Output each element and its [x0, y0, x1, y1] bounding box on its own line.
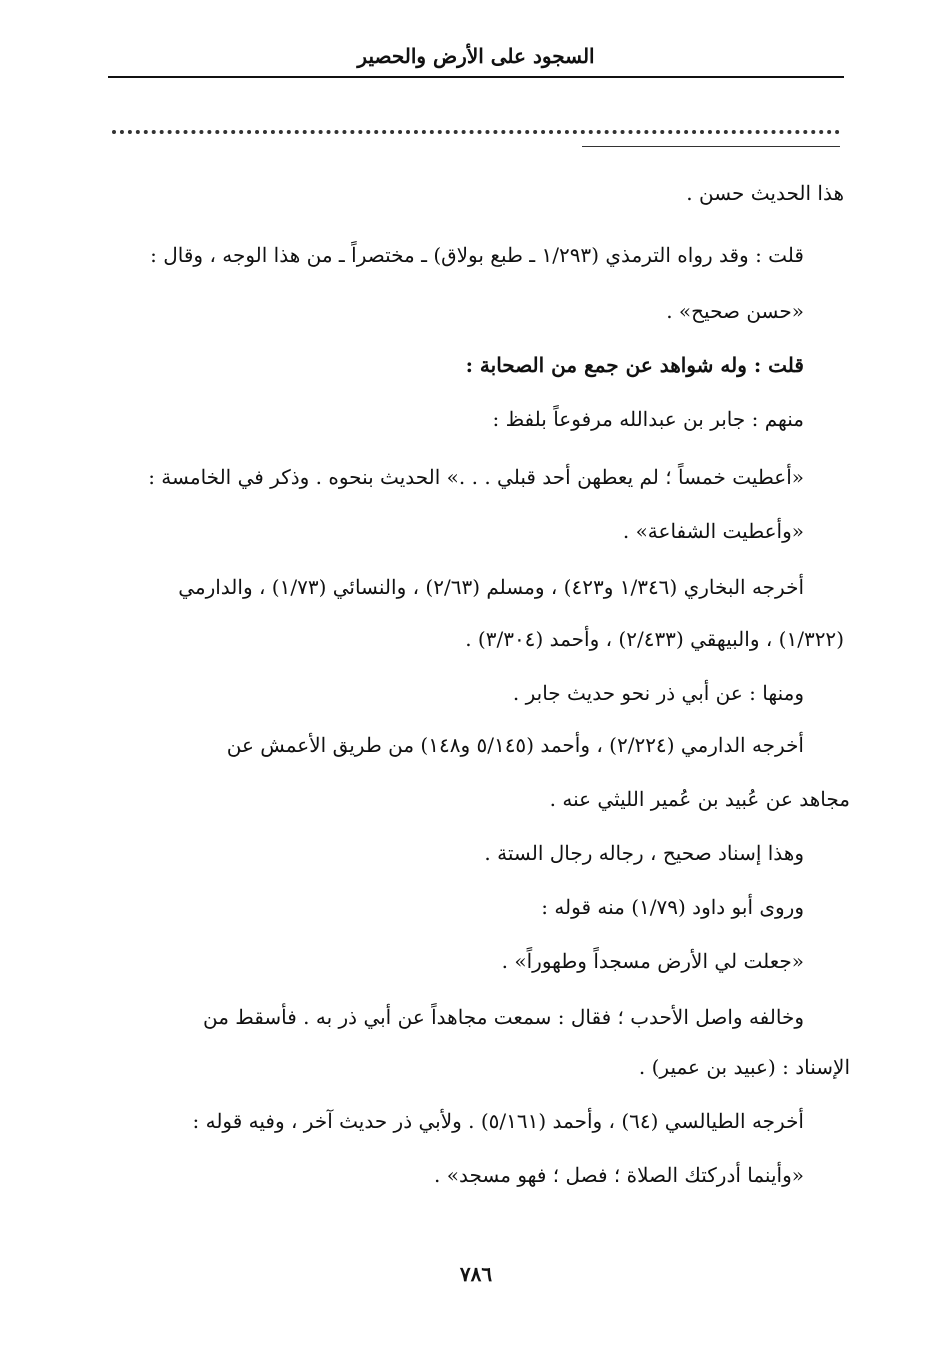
text-line: وخالفه واصل الأحدب ؛ فقال : سمعت مجاهداً عن أبي ذر به . فأسقط من — [203, 1005, 804, 1029]
text-line: الإسناد : (عبيد بن عمير) . — [638, 1055, 850, 1079]
text-line: «وأعطيت الشفاعة» . — [622, 519, 804, 543]
running-header-title: السجود على الأرض والحصير — [357, 44, 595, 68]
text-line: (١/٣٢٢) ، والبيهقي (٢/٤٣٣) ، وأحمد (٣/٣٠٤) . — [465, 627, 844, 651]
page-number: ٧٨٦ — [459, 1262, 493, 1286]
header-divider — [108, 76, 844, 78]
text-line: وهذا إسناد صحيح ، رجاله رجال الستة . — [484, 841, 804, 865]
text-line: ومنها : عن أبي ذر نحو حديث جابر . — [512, 681, 804, 705]
text-line: أخرجه الطيالسي (٦٤) ، وأحمد (٥/١٦١) . ولأبي ذر حديث آخر ، وفيه قوله : — [192, 1109, 804, 1133]
dotted-separator — [112, 130, 840, 134]
text-line: هذا الحديث حسن . — [686, 181, 844, 205]
text-line: مجاهد عن عُبيد بن عُمير الليثي عنه . — [549, 787, 850, 811]
text-line: أخرجه البخاري (١/٣٤٦ و٤٢٣) ، ومسلم (٢/٦٣) ، والنسائي (١/٧٣) ، والدارمي — [178, 575, 804, 599]
text-line: «جعلت لي الأرض مسجداً وطهوراً» . — [501, 949, 804, 973]
text-line: «حسن صحيح» . — [666, 299, 804, 323]
footnote-continuation-rule — [582, 146, 840, 147]
text-line: وروى أبو داود (١/٧٩) منه قوله : — [541, 895, 804, 919]
text-line: منهم : جابر بن عبدالله مرفوعاً بلفظ : — [492, 407, 804, 431]
text-line: قلت : وقد رواه الترمذي (١/٢٩٣ ـ طبع بولاق) ـ مختصراً ـ من هذا الوجه ، وقال : — [150, 243, 804, 267]
text-line: أخرجه الدارمي (٢/٢٢٤) ، وأحمد (٥/١٤٥ و١٤٨) من طريق الأعمش عن — [226, 733, 804, 757]
text-line: «وأينما أدركتك الصلاة ؛ فصل ؛ فهو مسجد» . — [434, 1163, 804, 1187]
text-line: «أعطيت خمساً ؛ لم يعطهن أحد قبلي . . .» الحديث بنحوه . وذكر في الخامسة : — [148, 465, 804, 489]
text-line: قلت : وله شواهد عن جمع من الصحابة : — [465, 353, 804, 377]
